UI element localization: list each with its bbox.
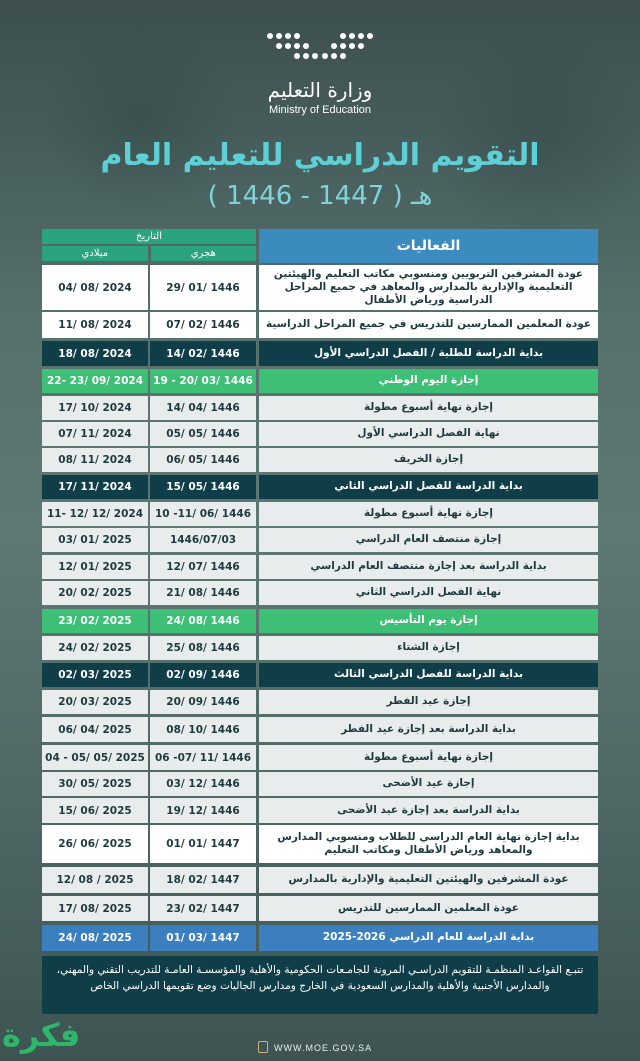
event-name: إجازة الخريف	[259, 448, 598, 472]
table-row	[42, 745, 598, 770]
hijri-date: 05/ 05/ 1446	[150, 422, 256, 446]
table-row	[42, 717, 598, 742]
hijri-date: 20/ 09/ 1446	[150, 690, 256, 714]
hijri-date: 25/ 08/ 1446	[150, 636, 256, 660]
table-row	[42, 448, 598, 472]
watermark-logo: فكرة	[2, 1016, 81, 1054]
gregorian-date: 20/ 03/ 2025	[42, 690, 148, 714]
hijri-date: 24/ 08/ 1446	[150, 609, 256, 633]
event-name: بداية الدراسة بعد إجازة عيد الأضحى	[259, 798, 598, 823]
gregorian-date: 20/ 02/ 2025	[42, 581, 148, 605]
gregorian-date: 26/ 06/ 2025	[42, 825, 148, 863]
table-row	[42, 690, 598, 714]
hijri-date: 14/ 02/ 1446	[150, 341, 256, 366]
gregorian-date: 30/ 05/ 2025	[42, 772, 148, 796]
logo-english-text: Ministry of Education	[268, 104, 372, 116]
event-name: بداية الدراسة بعد إجازة منتصف العام الدراسي	[259, 555, 598, 579]
hijri-date: 14/ 04/ 1446	[150, 396, 256, 420]
hijri-date: 03/ 12/ 1446	[150, 772, 256, 796]
event-name: عودة المشرفين التربويين ومنسوبي مكاتب التعليم والهيئتين التعليمية والإدارية بالمدارس والمعاهد في جميع المراحل الدراسية ورياض الأطفال	[259, 265, 598, 310]
event-name: إجازة نهاية أسبوع مطولة	[259, 745, 598, 770]
logo-dots-icon	[265, 28, 375, 68]
table-row	[42, 555, 598, 579]
hijri-date: 10 -11/ 06/ 1446	[150, 502, 256, 526]
gregorian-date: 23/ 02/ 2025	[42, 609, 148, 633]
event-name: إجازة اليوم الوطني	[259, 369, 598, 393]
hijri-date: 18/ 02/ 1447	[150, 867, 256, 893]
event-name: إجازة نهاية أسبوع مطولة	[259, 502, 598, 526]
gregorian-date: 11/ 08/ 2024	[42, 312, 148, 338]
gregorian-date: 06/ 04/ 2025	[42, 717, 148, 742]
hijri-date: 06 -07/ 11/ 1446	[150, 745, 256, 770]
hijri-date: 08/ 10/ 1446	[150, 717, 256, 742]
event-name: بداية الدراسة للطلبة / الفصل الدراسي الأول	[259, 341, 598, 366]
hijri-date: 01/ 03/ 1447	[150, 925, 256, 951]
gregorian-date: 04/ 08/ 2024	[42, 265, 148, 310]
gregorian-date: 17/ 10/ 2024	[42, 396, 148, 420]
table-row	[42, 422, 598, 446]
gregorian-date: 18/ 08/ 2024	[42, 341, 148, 366]
hijri-date: 02/ 09/ 1446	[150, 663, 256, 687]
table-row	[42, 502, 598, 526]
table-row	[42, 772, 598, 796]
event-name: عودة المشرفين والهيئتين التعليمية والإدارية بالمدارس	[259, 867, 598, 893]
hijri-header: هجري	[151, 246, 257, 261]
gregorian-date: 22- 23/ 09/ 2024	[42, 369, 148, 393]
hijri-date: 23/ 02/ 1447	[150, 896, 256, 921]
gregorian-date: 24/ 08/ 2025	[42, 925, 148, 951]
hijri-date: 19 - 20/ 03/ 1446	[150, 369, 256, 393]
date-header-label: التاريخ	[42, 229, 256, 244]
gregorian-date: 03/ 01/ 2025	[42, 528, 148, 552]
table-row	[42, 798, 598, 823]
page-subtitle: ( 1446 - 1447 ) هـ	[207, 181, 433, 211]
date-header	[42, 229, 256, 261]
event-name: بداية الدراسة بعد إجازة عيد الفطر	[259, 717, 598, 742]
events-header: الفعاليات	[259, 229, 598, 263]
gregorian-date: 04 - 05/ 05/ 2025	[42, 745, 148, 770]
hijri-date: 21/ 08/ 1446	[150, 581, 256, 605]
event-name: إجازة نهاية أسبوع مطولة	[259, 396, 598, 420]
table-row	[42, 867, 598, 893]
table-row	[42, 475, 598, 499]
table-row	[42, 896, 598, 921]
gregorian-date: 17/ 08/ 2025	[42, 896, 148, 921]
gregorian-date: 24/ 02/ 2025	[42, 636, 148, 660]
footer-url: WWW.MOE.GOV.SA	[274, 1043, 373, 1053]
footer-note: تتبـع القواعـد المنظمـة للتقويم الدراسـي المرونة للجامـعات الحكومية والأهلية والمؤسسـة العامـة للتدريب التقني والمهني، والمدارس الأجنبية والأهلية والمدارس السعودية في الخارج ومدارس الجاليات وضع تقويمها الدراسي الخاص	[42, 956, 598, 1014]
table-row	[42, 528, 598, 552]
globe-icon	[258, 1041, 268, 1053]
hijri-date: 19/ 12/ 1446	[150, 798, 256, 823]
event-name: إجازة عيد الفطر	[259, 690, 598, 714]
event-name: بداية الدراسة للفصل الدراسي الثاني	[259, 475, 598, 499]
gregorian-date: 02/ 03/ 2025	[42, 663, 148, 687]
event-name: إجازة عيد الأضحى	[259, 772, 598, 796]
gregorian-date: 07/ 11/ 2024	[42, 422, 148, 446]
table-row	[42, 581, 598, 605]
page-title: التقويم الدراسي للتعليم العام	[100, 138, 540, 173]
hijri-date: 29/ 01/ 1446	[150, 265, 256, 310]
gregorian-date: 11- 12/ 12/ 2024	[42, 502, 148, 526]
event-name: بداية الدراسة للفصل الدراسي الثالث	[259, 663, 598, 687]
table-row	[42, 341, 598, 366]
table-row	[42, 609, 598, 633]
event-name: عودة المعلمين الممارسين للتدريس في جميع المراحل الدراسية	[259, 312, 598, 338]
gregorian-date: 08/ 11/ 2024	[42, 448, 148, 472]
hijri-date: 07/ 02/ 1446	[150, 312, 256, 338]
table-row	[42, 825, 598, 863]
event-name: إجازة الشتاء	[259, 636, 598, 660]
ministry-logo	[0, 28, 640, 116]
event-name: نهاية الفصل الدراسي الأول	[259, 422, 598, 446]
hijri-date: 06/ 05/ 1446	[150, 448, 256, 472]
gregorian-date: 12/ 08 / 2025	[42, 867, 148, 893]
hijri-date: 12/ 07/ 1446	[150, 555, 256, 579]
gregorian-date: 17/ 11/ 2024	[42, 475, 148, 499]
hijri-date: 1446/07/03	[150, 528, 256, 552]
event-name: نهاية الفصل الدراسي الثاني	[259, 581, 598, 605]
hijri-date: 15/ 05/ 1446	[150, 475, 256, 499]
event-name: إجازة يوم التأسيس	[259, 609, 598, 633]
logo-arabic-text: وزارة التعليم	[267, 78, 373, 102]
table-row	[42, 636, 598, 660]
gregorian-header: ميلادي	[42, 246, 148, 261]
gregorian-date: 12/ 01/ 2025	[42, 555, 148, 579]
hijri-date: 01/ 01/ 1447	[150, 825, 256, 863]
event-name: عودة المعلمين الممارسين للتدريس	[259, 896, 598, 921]
table-row	[42, 925, 598, 951]
table-row	[42, 369, 598, 393]
event-name: بداية الدراسة للعام الدراسي 2026-2025	[259, 925, 598, 951]
gregorian-date: 15/ 06/ 2025	[42, 798, 148, 823]
table-row	[42, 265, 598, 310]
table-row	[42, 312, 598, 338]
event-name: بداية إجازة نهاية العام الدراسي للطلاب ومنسوبي المدارس والمعاهد ورياض الأطفال ومكاتب التعليم	[259, 825, 598, 863]
table-row	[42, 663, 598, 687]
table-row	[42, 396, 598, 420]
event-name: إجازة منتصف العام الدراسي	[259, 528, 598, 552]
